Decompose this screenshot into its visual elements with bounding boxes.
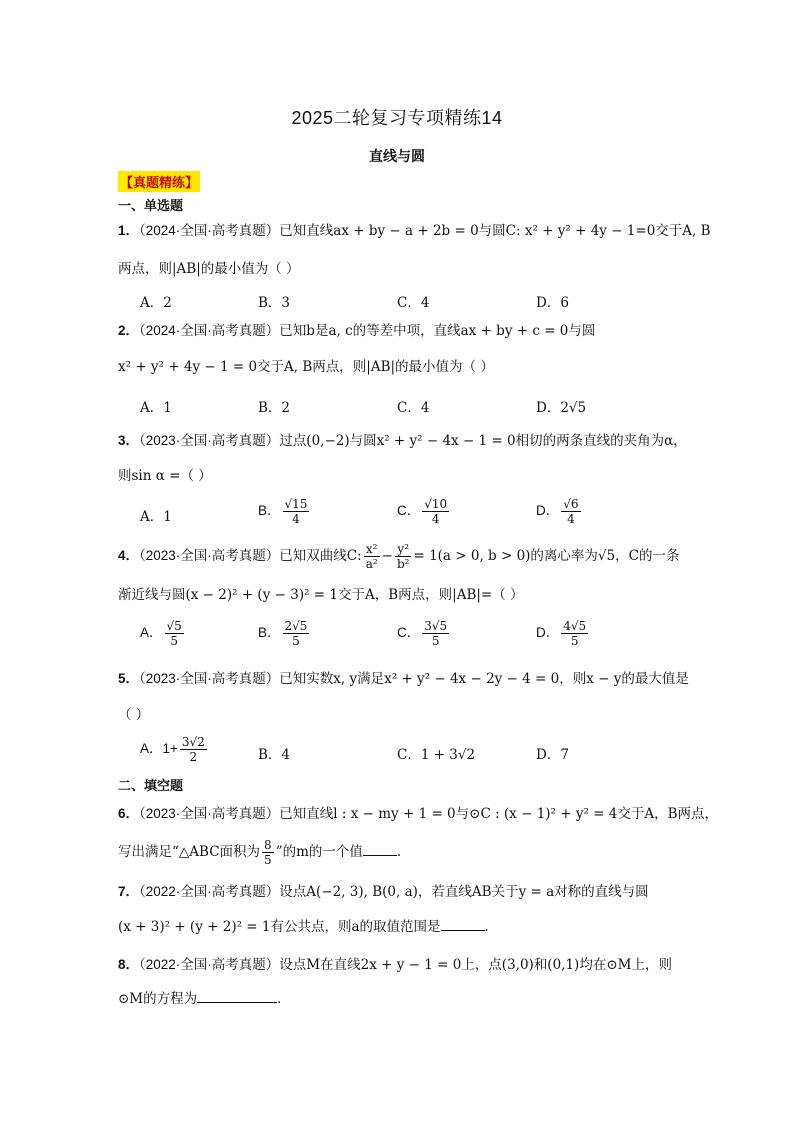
option-a[interactable]: A．2 [140,295,172,311]
question-text: 设点M在直线2x + y − 1 = 0上，点(3,0)和(0,1)均在⊙M上，则 [279,957,672,973]
period: ． [484,919,499,935]
denominator: b² [396,557,410,571]
question-3-line-1 [118,432,687,450]
question-2-line-2: x² + y² + 4y − 1 = 0交于A, B两点，则|AB|的最小值为（ ） [118,359,494,375]
question-source: （2024·全国·高考真题） [139,223,280,238]
question-number: 3． [118,433,140,448]
option-a[interactable]: A．1 [140,400,172,416]
question-source: （2023·全国·高考真题） [139,433,280,448]
option-b[interactable]: B．2 [258,400,291,416]
denominator: 4 [292,512,300,526]
question-source: （2022·全国·高考真题） [139,884,280,899]
question-number: 4． [118,548,140,563]
numerator: √15 [284,497,308,511]
option-b[interactable]: B．3 [258,295,291,311]
option-label: D． [536,625,560,640]
question-8-line-1 [118,956,678,974]
question-text: 设点A(−2, 3), B(0, a)，若直线AB关于y = a对称的直线与圆 [279,884,649,900]
question-text: 已知直线ax + by − a + 2b = 0与圆C: x² + y² + 4y − 1=0交于A, B [279,223,711,239]
question-source: （2023·全国·高考真题） [139,548,280,563]
fraction [165,619,184,648]
question-1-line-2: 两点，则|AB|的最小值为（ ） [118,261,300,277]
denominator: a² [365,557,378,571]
fraction [283,619,310,648]
numerator: 8 [264,838,272,852]
fraction [561,497,580,526]
option-label: C． [397,503,421,518]
option-d[interactable] [536,497,583,526]
question-7-line-1 [118,883,678,901]
denominator: 5 [570,634,579,648]
question-5-line-2: （ ） [118,707,150,723]
question-text: 已知直线l : x − my + 1 = 0与⊙C : (x − 1)² + y² = 4交于A，B两点， [279,806,719,822]
numerator: 3√5 [424,619,448,633]
numerator: 3√2 [181,735,205,749]
numerator: 2√5 [284,619,308,633]
fraction [561,619,588,648]
question-text: (x + 3)² + (y + 2)² = 1有公共点，则a的取值范围是 [118,919,441,935]
option-c[interactable]: C．4 [397,295,430,311]
question-number: 6． [118,806,140,821]
question-3-line-2: 则sin α =（ ） [118,468,212,484]
denominator: 2 [189,750,198,764]
option-label: A． [140,625,163,640]
question-number: 5． [118,671,140,686]
question-source: （2023·全国·高考真题） [139,806,280,821]
fraction [422,619,449,648]
fraction [262,838,274,867]
fraction [422,497,449,526]
question-number: 1． [118,223,140,238]
option-c[interactable]: C．1 + 3√2 [397,747,476,763]
answer-blank[interactable] [363,843,397,856]
question-7-line-2 [118,918,678,936]
document-title: 2025二轮复习专项精练14 [291,108,503,128]
question-3-options [140,497,660,531]
option-d[interactable]: D．2√5 [536,400,587,416]
numerator: y² [395,542,412,557]
option-b[interactable] [258,619,311,648]
section-heading-fill-in: 二、填空题 [118,778,184,793]
question-number: 8． [118,957,140,972]
question-text: = 1(a > 0, b > 0)的离心率为√5，C的一条 [413,548,680,564]
question-8-line-2 [118,990,678,1008]
option-a[interactable] [140,619,186,648]
question-text: ⊙M的方程为 [118,991,198,1007]
option-c[interactable] [397,497,451,526]
denominator: 5 [431,634,440,648]
question-text: 已知双曲线C: [279,548,362,564]
option-b[interactable] [258,497,311,526]
option-d[interactable]: D．6 [536,295,569,311]
question-5-line-1 [118,670,689,688]
denominator: 4 [431,512,440,526]
question-source: （2023·全国·高考真题） [139,671,280,686]
option-c[interactable]: C．4 [397,400,430,416]
section-tag: 【真题精练】 [118,171,200,192]
document-subtitle: 直线与圆 [369,148,425,164]
question-text: 已知实数x, y满足x² + y² − 4x − 2y − 4 = 0，则x − y的最大值是 [279,671,689,687]
question-2-line-1 [118,322,678,340]
denominator: 5 [292,634,300,648]
question-1-options [140,291,660,311]
denominator: 5 [264,853,272,867]
section-heading-single-choice: 一、单选题 [118,198,184,213]
numerator: √6 [563,497,579,511]
question-4-options [140,619,660,653]
question-number: 7． [118,884,140,899]
question-2-options [140,396,660,416]
question-source: （2022·全国·高考真题） [139,957,280,972]
question-4-line-1: 4．（2023·全国·高考真题）已知双曲线C: $\frac{\text{x²}}{\text{a²}}$ − $\frac{\text{y²}}{\text{b²}}$ = 1(a > 0, b > 0)的离心率为√5，C的一条 [118,542,680,571]
option-label: B． [258,503,281,518]
option-label: B． [258,625,281,640]
answer-blank[interactable] [441,918,485,931]
question-source: （2024·全国·高考真题） [139,323,280,338]
question-text: 已知b是a, c的等差中项，直线ax + by + c = 0与圆 [279,323,596,339]
numerator: √5 [166,619,182,633]
denominator: 5 [170,634,178,648]
option-label: C． [397,625,421,640]
numerator: 4√5 [563,619,587,633]
question-number: 2． [118,323,140,338]
option-a[interactable]: A．1 [140,509,172,525]
fraction [283,497,310,526]
question-6-line-1 [118,805,719,823]
question-4-line-2: 渐近线与圆(x − 2)² + (y − 3)² = 1交于A，B两点，则|AB|=（ ） [118,587,524,603]
option-d[interactable]: D．7 [536,747,569,763]
option-b[interactable]: B．4 [258,747,291,763]
fraction [180,735,207,764]
option-c[interactable] [397,619,451,648]
option-d[interactable] [536,619,590,648]
option-a[interactable] [140,735,209,764]
question-6-line-2 [118,838,678,867]
question-1-line-1 [118,222,711,240]
denominator: 4 [567,512,575,526]
numerator: x² [364,542,380,557]
question-text: ”的m的一个值 [275,844,363,860]
numerator: √10 [424,497,448,511]
option-label: D． [536,503,560,518]
question-5-options [140,735,660,769]
question-text: 写出满足“△ABC面积为 [118,844,261,860]
period: ． [277,991,291,1007]
option-label: A．1+ [140,741,178,756]
answer-blank[interactable] [197,990,277,1003]
fraction [364,542,380,571]
period: ． [396,844,411,860]
fraction [395,542,412,571]
question-text: 过点(0,−2)与圆x² + y² − 4x − 1 = 0相切的两条直线的夹角为α， [279,433,687,449]
